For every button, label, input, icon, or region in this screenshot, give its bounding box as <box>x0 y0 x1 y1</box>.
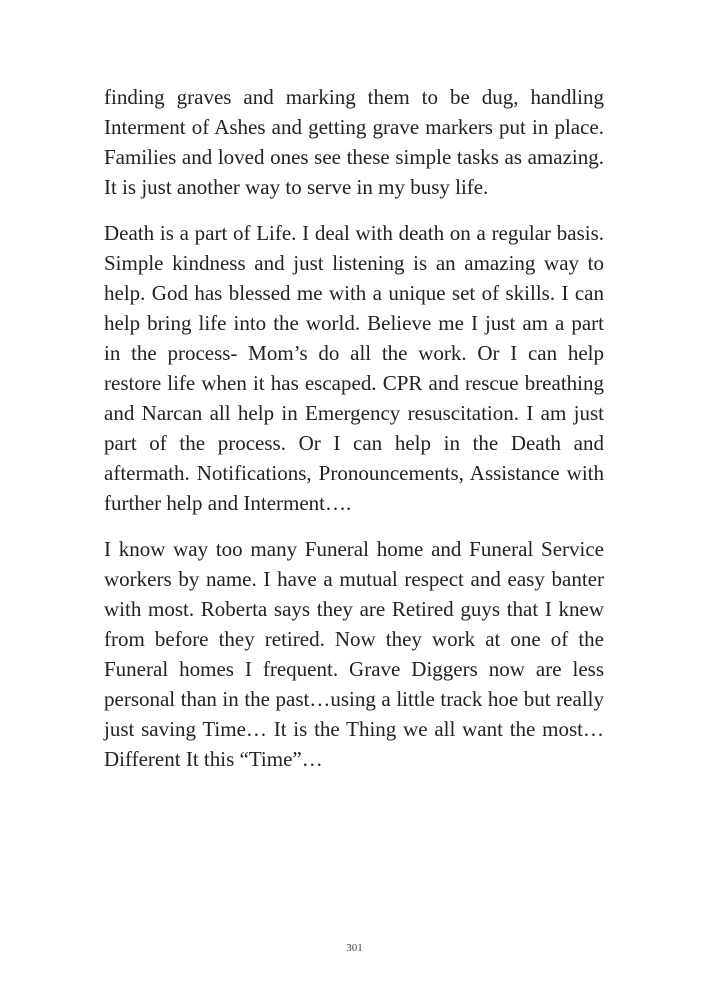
paragraph-graves: finding graves and marking them to be dug, handling Interment of Ashes and getting grave markers put in place. Families and loved ones see these simple tasks as amazing. It is just another way to serve in my busy life. <box>104 85 604 199</box>
page-number: 301 <box>346 942 363 954</box>
paragraph-death-part-of-life: Death is a part of Life. I deal with death on a regular basis. Simple kindness and just listening is an amazing way to help. God has blessed me with a unique set of skills. I can help bring life into the world. Believe me I just am a part in the process- Mom’s do all the work. Or I can help restore life when it has escaped. CPR and rescue breathing and Narcan all help in Emergency resuscitation. I am just part of the process. Or I can help in the Death and aftermath. Notifications, Pronouncements, Assistance with further help and Interment…. <box>104 221 604 515</box>
body-text <box>104 82 604 790</box>
paragraph-funeral-workers: I know way too many Funeral home and Funeral Service workers by name. I have a mutual respect and easy banter with most. Roberta says they are Retired guys that I knew from before they retired. Now they work at one of the Funeral homes I frequent. Grave Diggers now are less personal than in the past…using a little track hoe but really just saving Time… It is the Thing we all want the most… Different It this “Time”… <box>104 537 604 771</box>
